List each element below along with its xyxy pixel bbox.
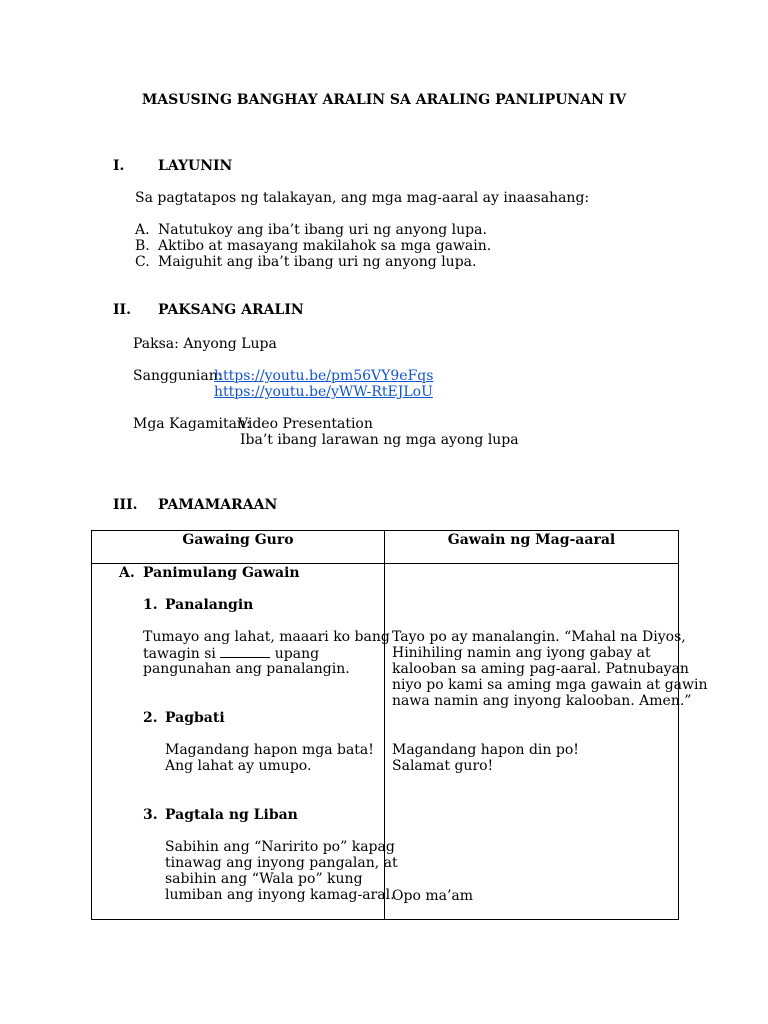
teacher-line: tinawag ang inyong pangalan, at <box>165 855 398 871</box>
header-gawain-ng-mag-aaral: Gawain ng Mag-aaral <box>447 532 616 548</box>
name-blank <box>220 645 270 658</box>
table-header-cell <box>385 531 679 564</box>
paksa-line: Paksa: Anyong Lupa <box>133 336 277 352</box>
student-line: nawa namin ang inyong kalooban. Amen.” <box>392 693 692 709</box>
reference-link[interactable]: https://youtu.be/pm56VY9eFqs <box>214 368 434 384</box>
student-line: niyo po kami sa aming mga gawain at gawin <box>392 677 708 693</box>
step-title: Panalangin <box>165 597 254 613</box>
document-title: MASUSING BANGHAY ARALIN SA ARALING PANLIPUNAN IV <box>141 92 627 108</box>
section-numeral-paksang-aralin: II. <box>113 302 131 318</box>
teacher-line-part: tawagin si <box>143 646 216 662</box>
part-letter: A. <box>119 565 135 581</box>
table-header-cell <box>92 531 385 564</box>
student-line: Magandang hapon din po! <box>392 742 579 758</box>
teacher-line: lumiban ang inyong kamag-aral. <box>165 887 395 903</box>
kagamitan-item: Iba’t ibang larawan ng mga ayong lupa <box>240 432 519 448</box>
objective-letter: C. <box>135 254 150 270</box>
kagamitan-label: Mga Kagamitan: <box>133 416 251 432</box>
reference-link[interactable]: https://youtu.be/yWW-RtEJLoU <box>214 384 433 400</box>
teacher-line: Magandang hapon mga bata! <box>165 742 374 758</box>
student-line: Salamat guro! <box>392 758 494 774</box>
procedure-table <box>91 530 708 920</box>
student-line: Tayo po ay manalangin. “Mahal na Diyos, <box>392 629 686 645</box>
objective-letter: A. <box>135 222 150 238</box>
teacher-line: Sabihin ang “Naririto po” kapag <box>165 839 395 855</box>
teacher-line: pangunahan ang panalangin. <box>143 661 350 677</box>
teacher-column-cell <box>92 564 398 920</box>
step-title: Pagbati <box>165 710 225 726</box>
kagamitan-item: Video Presentation <box>238 416 373 432</box>
layunin-intro: Sa pagtatapos ng talakayan, ang mga mag-aaral ay inaasahang: <box>135 190 590 206</box>
step-number: 1. <box>143 597 158 613</box>
teacher-line <box>143 645 319 662</box>
section-numeral-pamamaraan: III. <box>113 497 138 513</box>
objective-letter: B. <box>135 238 150 254</box>
student-line: Hinihiling namin ang iyong gabay at <box>392 645 651 661</box>
section-heading-layunin: LAYUNIN <box>158 158 233 174</box>
student-line: Opo ma’am <box>392 888 474 904</box>
teacher-line: Ang lahat ay umupo. <box>165 758 312 774</box>
student-column-cell <box>385 564 708 920</box>
objective-item: Aktibo at masayang makilahok sa mga gawain. <box>158 238 492 254</box>
section-heading-paksang-aralin: PAKSANG ARALIN <box>158 302 304 318</box>
objective-item: Maiguhit ang iba’t ibang uri ng anyong lupa. <box>158 254 477 270</box>
step-number: 3. <box>143 807 158 823</box>
sanggunian-label: Sanggunian: <box>133 368 223 384</box>
objective-item: Natutukoy ang iba’t ibang uri ng anyong lupa. <box>158 222 487 238</box>
part-title: Panimulang Gawain <box>143 565 300 581</box>
student-line: kalooban sa aming pag-aaral. Patnubayan <box>392 661 689 677</box>
teacher-line-part: upang <box>274 646 320 662</box>
step-number: 2. <box>143 710 158 726</box>
section-numeral-layunin: I. <box>113 158 125 174</box>
teacher-line: Tumayo ang lahat, maaari ko bang <box>143 629 390 645</box>
teacher-line: sabihin ang “Wala po” kung <box>165 871 363 887</box>
step-title: Pagtala ng Liban <box>165 807 298 823</box>
section-heading-pamamaraan: PAMAMARAAN <box>158 497 278 513</box>
header-gawaing-guro: Gawaing Guro <box>182 532 294 548</box>
